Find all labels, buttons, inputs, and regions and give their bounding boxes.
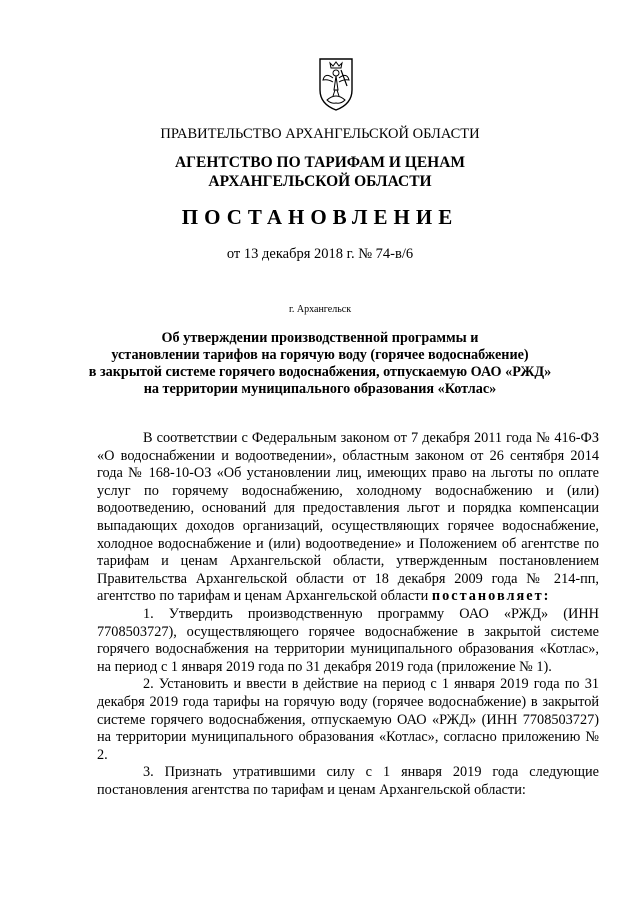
resolves-word: постановляет: (431, 588, 551, 605)
document-date-number: от 13 декабря 2018 г. № 74-в/6 (226, 246, 414, 262)
document-type: ПОСТАНОВЛЕНИЕ (181, 205, 459, 229)
agency-name (0, 153, 640, 191)
preamble-paragraph (97, 430, 599, 606)
arkhangelsk-coat-of-arms-icon (316, 56, 356, 112)
document-subject (0, 330, 640, 398)
government-name: ПРАВИТЕЛЬСТВО АРХАНГЕЛЬСКОЙ ОБЛАСТИ (160, 126, 480, 142)
subject-line-3: в закрытой системе горячего водоснабжения, отпускаемую ОАО «РЖД» (88, 364, 552, 380)
preamble-text: В соответствии с Федеральным законом от 7 декабря 2011 года № 416-ФЗ «О водоснабжении и водоотведении», областным законом от 26 сентября 2014 года № 168-10-ОЗ «Об установлении лиц, имеющих право на льготы по оплате услуг по горячему водоснабжению, холодному водоснабжению и (или) водоотведению, оснований для предоставления льгот и порядка компенсации выпадающих доходов организаций, осуществляющих горячее водоснабжение, холодное водоснабжение и (или) водоотведение» и Положением об агентстве по тарифам и ценам Архангельской области, утвержденным постановлением Правительства Архангельской области от 18 декабря 2009 года № 214-пп, агентство по тарифам и ценам Архангельской области (97, 430, 599, 605)
document-city: г. Архангельск (288, 304, 352, 315)
subject-line-2: установлении тарифов на горячую воду (горячее водоснабжение) (111, 347, 529, 363)
agency-name-line-1: АГЕНТСТВО ПО ТАРИФАМ И ЦЕНАМ (174, 154, 466, 171)
subject-line-1: Об утверждении производственной программы и (161, 330, 479, 346)
item-2-paragraph: 2. Установить и ввести в действие на период с 1 января 2019 года по 31 декабря 2019 года тарифы на горячую воду (горячее водоснабжение) в закрытой системе горячего водоснабжения, отпускаемую ОАО «РЖД» (ИНН 7708503727) на территории муниципального образования «Котлас», согласно приложению № 2. (97, 676, 599, 763)
agency-name-line-2: АРХАНГЕЛЬСКОЙ ОБЛАСТИ (208, 173, 432, 190)
item-1-paragraph: 1. Утвердить производственную программу ОАО «РЖД» (ИНН 7708503727), осуществляющего горячее водоснабжение в закрытой системе горячего водоснабжения на территории муниципального образования «Котлас», на период с 1 января 2019 года по 31 декабря 2019 года (приложение № 1). (97, 605, 599, 675)
document-body (97, 430, 599, 799)
item-3-paragraph: 3. Признать утратившими силу с 1 января 2019 года следующие постановления агентства по тарифам и ценам Архангельской области: (97, 764, 599, 798)
subject-line-4: на территории муниципального образования «Котлас» (143, 381, 497, 397)
